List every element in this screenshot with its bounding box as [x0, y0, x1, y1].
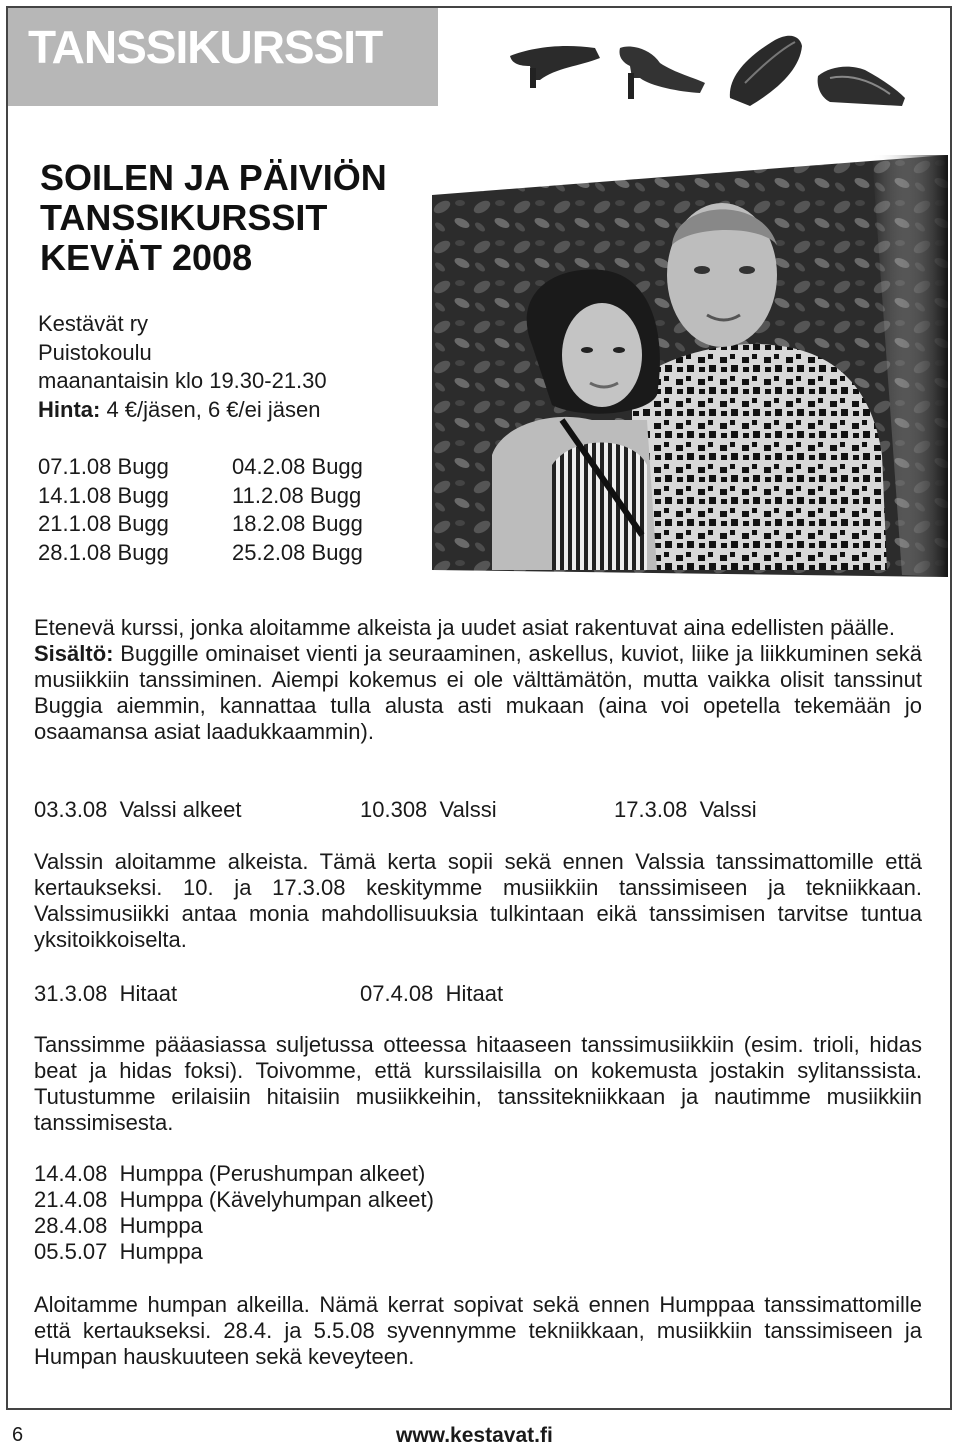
course-time: maanantaisin klo 19.30-21.30 [38, 368, 327, 393]
bugg-description [34, 615, 922, 745]
humppa-date [34, 1161, 434, 1187]
session-date: 28.4.08 [34, 1213, 108, 1238]
valssi-date-2 [360, 797, 497, 823]
location: Puistokoulu [38, 339, 152, 365]
humppa-date [34, 1239, 434, 1265]
hitaat-date-1 [34, 981, 177, 1007]
hitaat-description: Tanssimme pääasiassa suljetussa otteessa hitaaseen tanssimusiikkiin (esim. trioli, hidas beat ja hidas foksi). Toivomme, että kurssilaisilla on kokemusta jostakin sylitanssista. Tutustumme erilaisiin hitaisiin musiikkeihin, tanssitekniikkaan ja nautimme musiikkiin tanssimisesta. [34, 1032, 922, 1135]
session-date: 03.3.08 [34, 797, 108, 822]
humppa-date [34, 1213, 434, 1239]
valssi-description: Valssin aloitamme alkeista. Tämä kerta sopii sekä ennen Valssia tanssimattomille että kertaukseksi. 10. ja 17.3.08 keskitymme musiikkiin tanssimiseen ja tekniikkaan. Valssimusiikki antaa monia mahdollisuuksia tulkintaan eikä tanssimisen tarvitse tuntua yksitoikkoiselta. [34, 849, 922, 952]
hitaat-date-2 [360, 981, 503, 1007]
bugg-date: 25.2.08 Bugg [232, 539, 363, 565]
price-value: 4 €/jäsen, 6 €/ei jäsen [100, 396, 321, 422]
price-label: Hinta: [38, 396, 101, 422]
session-date: 14.4.08 [34, 1161, 108, 1186]
bugg-dates-column-1 [38, 453, 169, 567]
mens-shoe-icon [818, 67, 905, 106]
humppa-date [34, 1187, 434, 1213]
bugg-date: 07.1.08 Bugg [38, 454, 169, 479]
session-date: 07.4.08 [360, 981, 434, 1006]
bugg-date: 11.2.08 Bugg [232, 482, 362, 508]
bugg-dates-column-2 [232, 453, 363, 567]
womens-shoe-icon [510, 46, 600, 88]
bugg-date: 04.2.08 Bugg [232, 454, 363, 479]
bugg-intro-text: Etenevä kurssi, jonka aloitamme alkeista ja uudet asiat rakentuvat aina edellisten päälle. [34, 615, 895, 640]
session-name: Hitaat [445, 981, 504, 1006]
content-label: Sisältö: [34, 641, 114, 666]
humppa-dates [34, 1161, 434, 1265]
dance-shoes-illustration [500, 18, 920, 108]
header-title: TANSSIKURSSIT [28, 21, 383, 73]
bugg-date: 21.1.08 Bugg [38, 511, 169, 536]
course-info [38, 310, 327, 424]
organizer: Kestävät ry [38, 311, 149, 336]
session-date: 21.4.08 [34, 1187, 108, 1212]
bugg-date: 14.1.08 Bugg [38, 482, 169, 508]
course-title-line: TANSSIKURSSIT [40, 197, 328, 238]
instructors-photo [432, 155, 948, 577]
website-link[interactable]: www.kestavat.fi [396, 1424, 553, 1447]
session-date: 17.3.08 [614, 797, 688, 822]
session-name: Valssi alkeet [119, 797, 242, 822]
session-name: Hitaat [119, 981, 178, 1006]
course-title-line: SOILEN JA PÄIVIÖN [40, 157, 387, 198]
session-name: Valssi [699, 797, 757, 822]
session-name: Humppa (Perushumpan alkeet) [119, 1161, 426, 1186]
session-date: 10.308 [360, 797, 428, 822]
course-title [40, 158, 430, 278]
bugg-date: 28.1.08 Bugg [38, 539, 169, 565]
session-name: Valssi [439, 797, 497, 822]
session-name: Humppa (Kävelyhumpan alkeet) [119, 1187, 434, 1212]
session-name: Humppa [119, 1213, 203, 1238]
page-number: 6 [12, 1424, 24, 1446]
mens-shoe-icon [730, 36, 802, 106]
tstrap-shoe-icon [619, 47, 705, 99]
bugg-date: 18.2.08 Bugg [232, 511, 363, 536]
humppa-description: Aloitamme humpan alkeilla. Nämä kerrat sopivat sekä ennen Humppaa tanssimattomille että kertaukseksi. 28.4. ja 5.5.08 syvennymme tekniikkaan, musiikkiin tanssimiseen ja Humpan hauskuuteen sekä keveyteen. [34, 1292, 922, 1369]
bugg-content-text: Buggille ominaiset vienti ja seuraaminen, askellus, kuviot, liike ja liikkuminen sekä musiikkiin tanssiminen. Aiempi kokemus ei ole välttämätön, mutta vaikka olisit tanssinut Buggia aiemmin, kannattaa tulla alusta asti mukaan (aina voi opetella tekemään jo osaamansa asiat laadukkaammin). [34, 641, 922, 744]
session-name: Humppa [119, 1239, 203, 1264]
session-date: 31.3.08 [34, 981, 108, 1006]
price [38, 396, 327, 425]
valssi-date-3 [614, 797, 757, 823]
session-date: 05.5.07 [34, 1239, 108, 1264]
valssi-date-1 [34, 797, 242, 823]
course-title-line: KEVÄT 2008 [40, 237, 253, 278]
